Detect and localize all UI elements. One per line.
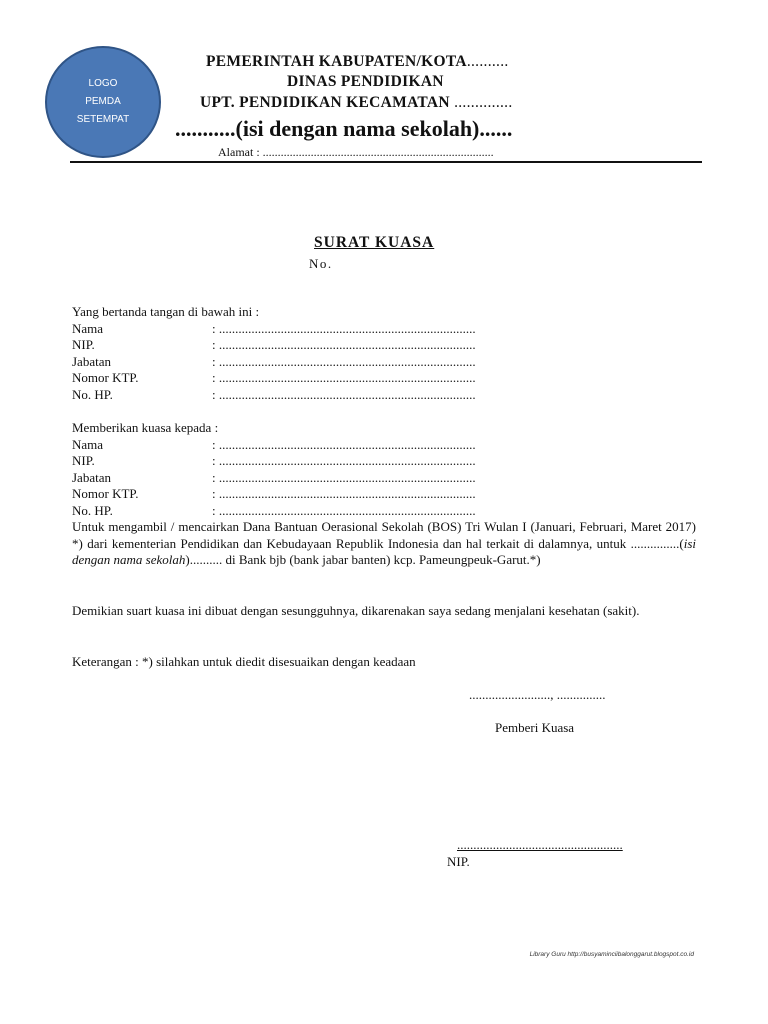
header-line-government: PEMERINTAH KABUPATEN/KOTA.......... [206, 53, 509, 70]
signer-nip: NIP. [447, 854, 470, 869]
logo-text-line2: PEMDA [85, 96, 121, 107]
logo-placeholder [45, 46, 161, 158]
grantee-value-phone: : ............................................................................... [212, 503, 476, 518]
place-date-line: ........................., ............... [469, 687, 606, 702]
school-name-italic: isi dengan nama sekolah [72, 535, 696, 568]
signer-role: Pemberi Kuasa [495, 720, 575, 735]
grantor-value-position: : ............................................................................... [212, 354, 476, 369]
grantee-label-name: Nama [72, 437, 104, 452]
grantee-label-position: Jabatan [72, 470, 111, 485]
grantee-value-name: : ............................................................................... [212, 437, 476, 452]
grantee-label-nip: NIP. [72, 453, 95, 468]
document-number: No. [309, 256, 333, 271]
address-line: Alamat : ............................................................................. [218, 145, 494, 159]
grantor-value-name: : ............................................................................... [212, 321, 476, 336]
letterhead-divider [70, 161, 702, 163]
header-line-upt: UPT. PENDIDIKAN KECAMATAN .............. [200, 94, 513, 111]
grantor-value-phone: : ............................................................................... [212, 387, 476, 402]
purpose-paragraph: Untuk mengambil / mencairkan Dana Bantuan Oerasional Sekolah (BOS) Tri Wulan I (Januari, Februari, Maret 2017) *) dari kementerian Pendidikan dan Kebudayaan Republik Indonesia dan hal terkait di dalamnya, untuk ...............(isi dengan nama sekolah).......... di Bank bjb (bank jabar banten) kcp. Pameungpeuk-Garut.*) [72, 519, 696, 568]
logo-text-line1: LOGO [88, 78, 118, 89]
grantor-label-name: Nama [72, 321, 104, 336]
grantor-value-nip: : ............................................................................... [212, 337, 476, 352]
grantor-label-ktp: Nomor KTP. [72, 370, 139, 385]
grantor-intro: Yang bertanda tangan di bawah ini : [72, 304, 260, 319]
grantor-label-phone: No. HP. [72, 387, 113, 402]
closing-paragraph: Demikian suart kuasa ini dibuat dengan sesungguhnya, dikarenakan saya sedang menjalani kesehatan (sakit). [72, 603, 640, 618]
school-name-placeholder: ...........(isi dengan nama sekolah)...... [175, 116, 513, 141]
grantee-value-ktp: : ............................................................................... [212, 486, 476, 501]
grantor-label-position: Jabatan [72, 354, 111, 369]
signer-name-line: ................................................... [457, 837, 623, 852]
grantee-value-nip: : ............................................................................... [212, 453, 476, 468]
footer-credit: Library Guru http://busyaminciibalonggarut.blogspot.co.id [529, 951, 694, 958]
note-text: Keterangan : *) silahkan untuk diedit disesuaikan dengan keadaan [72, 654, 416, 669]
grantee-label-ktp: Nomor KTP. [72, 486, 139, 501]
grantor-label-nip: NIP. [72, 337, 95, 352]
grantee-intro: Memberikan kuasa kepada : [72, 420, 219, 435]
grantee-label-phone: No. HP. [72, 503, 113, 518]
logo-text-line3: SETEMPAT [76, 114, 130, 125]
header-line-department: DINAS PENDIDIKAN [287, 73, 444, 90]
grantee-value-position: : ............................................................................... [212, 470, 476, 485]
document-title: SURAT KUASA [314, 234, 435, 251]
grantor-value-ktp: : ............................................................................... [212, 370, 476, 385]
